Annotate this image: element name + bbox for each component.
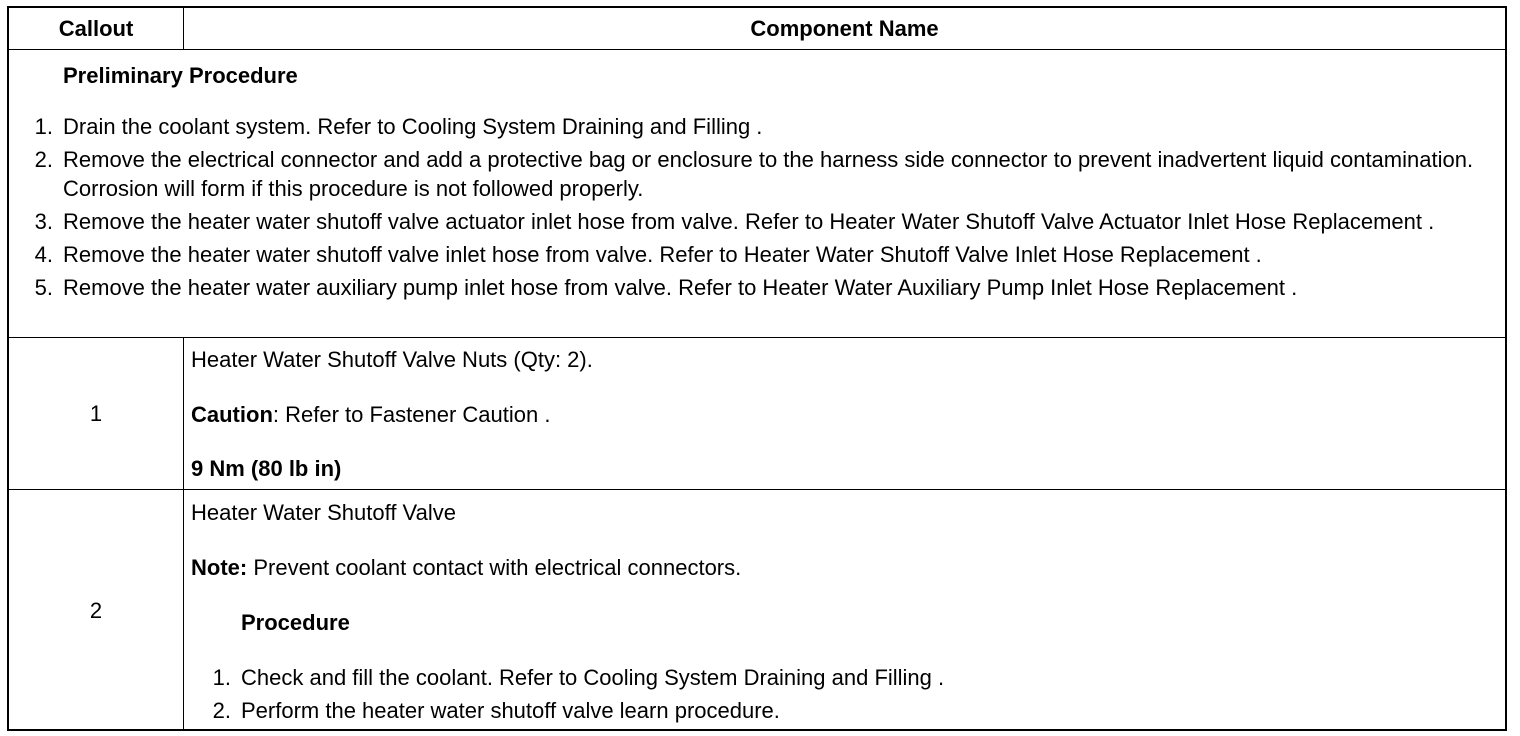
step-number: 1.: [34, 114, 53, 139]
caution-text: : Refer to Fastener Caution .: [272, 402, 551, 427]
list-item: [25, 145, 1499, 203]
component-name: Heater Water Shutoff Valve: [191, 500, 456, 525]
note-text: Prevent coolant contact with electrical connectors.: [247, 555, 742, 580]
step-text: Remove the electrical connector and add a protective bag or enclosure to the harness side connector to prevent inadvertent liquid contamination. Corrosion will form if this procedure is not followed properly.: [63, 147, 1474, 201]
list-item: [25, 112, 1499, 141]
step-number: 4.: [34, 242, 53, 267]
caution-label: Caution: [191, 402, 273, 427]
step-number: 2.: [34, 147, 53, 172]
procedure-title: Procedure: [241, 610, 350, 635]
torque-spec: 9 Nm (80 lb in): [191, 456, 342, 481]
step-number: 5.: [34, 275, 53, 300]
preliminary-procedure-section: [9, 50, 1505, 338]
table-row: [9, 490, 1505, 731]
step-text: Check and fill the coolant. Refer to Cooling System Draining and Filling .: [241, 665, 945, 690]
list-item: [25, 207, 1499, 236]
component-cell: [191, 490, 1499, 731]
callout-column-header: Callout: [9, 8, 184, 49]
preliminary-procedure-title: Preliminary Procedure: [63, 63, 298, 88]
step-number: 2.: [212, 698, 231, 723]
caution-line: [191, 402, 550, 428]
step-text: Drain the coolant system. Refer to Cooling System Draining and Filling .: [63, 114, 763, 139]
step-text: Remove the heater water shutoff valve actuator inlet hose from valve. Refer to Heater Water Shutoff Valve Actuator Inlet Hose Replacement .: [63, 209, 1435, 234]
note-label: Note:: [191, 555, 248, 580]
table-header-row: [9, 8, 1505, 50]
callout-number: 2: [9, 490, 184, 731]
list-item: [205, 663, 944, 692]
list-item: [205, 696, 944, 725]
callout-number: 1: [9, 338, 184, 489]
note-line: [191, 555, 741, 581]
component-cell: [191, 338, 1499, 489]
table-row: [9, 338, 1505, 490]
component-table: [7, 6, 1507, 731]
component-name-column-header: Component Name: [750, 15, 939, 41]
step-number: 1.: [212, 665, 231, 690]
component-name: Heater Water Shutoff Valve Nuts (Qty: 2).: [191, 347, 593, 372]
step-number: 3.: [34, 209, 53, 234]
list-item: [25, 240, 1499, 269]
step-text: Perform the heater water shutoff valve learn procedure.: [241, 698, 780, 723]
procedure-steps-list: [205, 663, 944, 729]
preliminary-steps-list: [25, 112, 1499, 306]
list-item: [25, 273, 1499, 302]
step-text: Remove the heater water shutoff valve inlet hose from valve. Refer to Heater Water Shutoff Valve Inlet Hose Replacement .: [63, 242, 1262, 267]
step-text: Remove the heater water auxiliary pump inlet hose from valve. Refer to Heater Water Auxiliary Pump Inlet Hose Replacement .: [63, 275, 1298, 300]
